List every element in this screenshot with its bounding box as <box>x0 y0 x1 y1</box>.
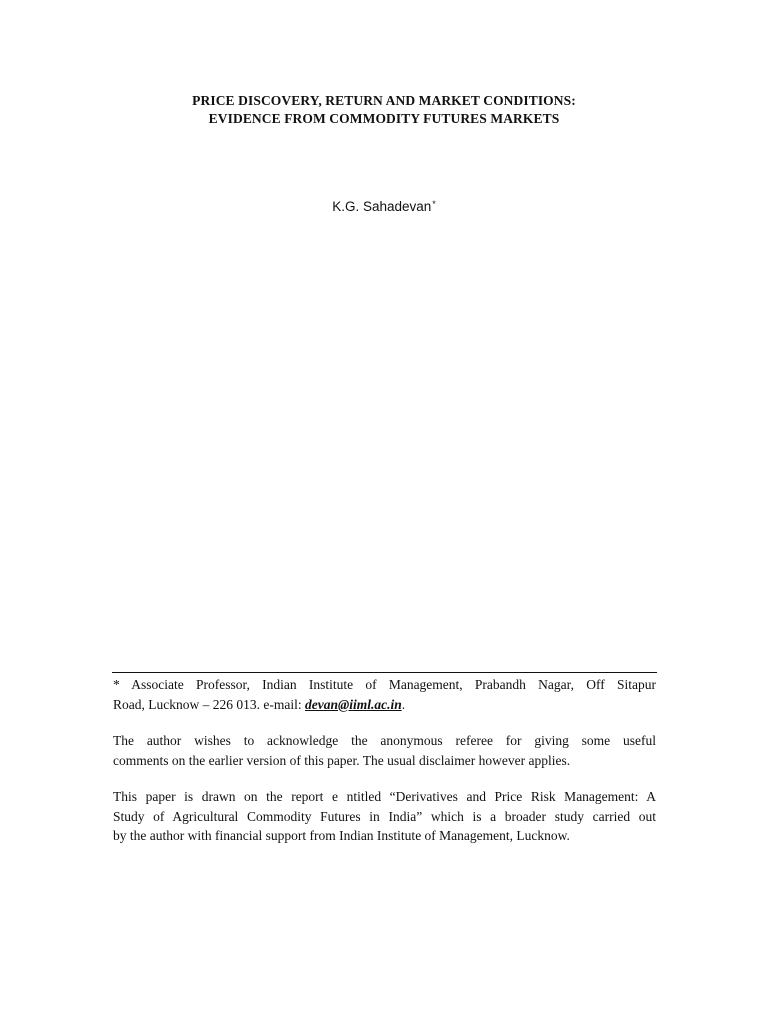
author-name: K.G. Sahadevan <box>332 199 432 214</box>
title-line-1: PRICE DISCOVERY, RETURN AND MARKET CONDITIONS: <box>192 93 576 108</box>
acknowledgement-line-1: The author wishes to acknowledge the anonymous referee for giving some useful <box>113 733 656 748</box>
footnotes <box>113 675 656 863</box>
source-line-1: This paper is drawn on the report e ntitled “Derivatives and Price Risk Management: A <box>113 789 656 804</box>
affiliation-line-1: * Associate Professor, Indian Institute of Management, Prabandh Nagar, Off Sitapur <box>113 677 656 692</box>
affiliation-line-2 <box>113 695 656 715</box>
author-footnote-marker: * <box>432 199 436 209</box>
acknowledgement-line-2: comments on the earlier version of this paper. The usual disclaimer however applies. <box>113 752 571 768</box>
affiliation-footnote <box>113 675 656 714</box>
title-line-2: EVIDENCE FROM COMMODITY FUTURES MARKETS <box>208 111 560 126</box>
source-line-2: Study of Agricultural Commodity Futures in India” which is a broader study carried out <box>113 808 656 824</box>
affiliation-end: . <box>401 696 406 712</box>
source-line-3: by the author with financial support from Indian Institute of Management, Lucknow. <box>113 828 570 843</box>
source-footnote <box>113 787 656 846</box>
paper-title <box>0 92 768 128</box>
footnote-separator <box>112 672 657 673</box>
acknowledgement-footnote <box>113 731 656 770</box>
affiliation-address: Road, Lucknow – 226 013. e-mail: <box>113 696 305 712</box>
email-link[interactable]: devan@iiml.ac.in <box>304 696 402 712</box>
author-line <box>0 198 768 216</box>
